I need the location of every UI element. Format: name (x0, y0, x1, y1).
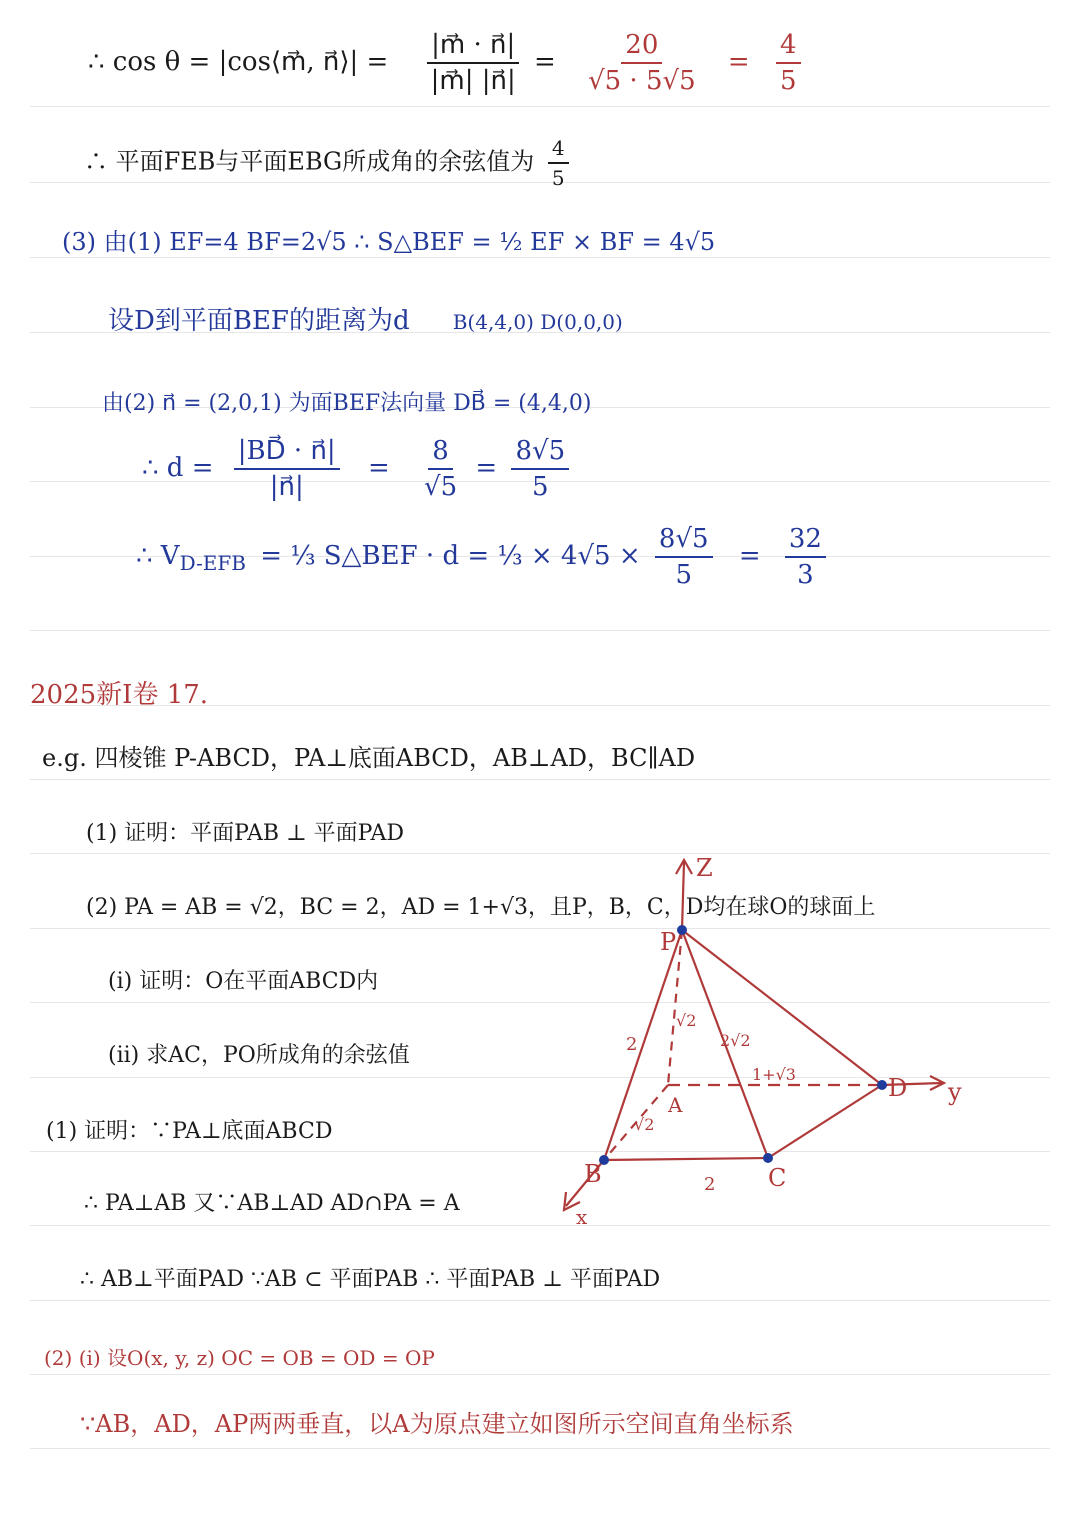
d-result-denominator: 5 (532, 472, 549, 502)
answer-2-coordinate-system: ∵AB，AD，AP两两垂直，以A为原点建立如图所示空间直角坐标系 (80, 1410, 794, 1438)
equals-sign: = (367, 453, 390, 483)
conclusion-text: ∴ 平面FEB与平面EBG所成角的余弦值为 (84, 147, 535, 176)
equals-sign: = (727, 47, 750, 77)
question-1: (1) 证明：平面PAB ⊥ 平面PAD (86, 821, 404, 846)
vertex-C (763, 1153, 773, 1163)
v-subscript: D-EFB (179, 551, 246, 576)
label-P: P (660, 928, 677, 956)
d-numerator: |BD⃗ · n⃗| (234, 436, 340, 470)
equals-sign: = (475, 453, 498, 483)
label-edge-AD: 1+√3 (752, 1065, 796, 1084)
answer-1-step-3: ∴ AB⊥平面PAD ∵AB ⊂ 平面PAB ∴ 平面PAB ⊥ 平面PAD (80, 1267, 661, 1292)
d-lhs: ∴ d = (142, 453, 214, 483)
equals-sign: = (738, 541, 761, 571)
z-axis (682, 862, 684, 930)
label-x-axis: x (576, 1205, 588, 1229)
d-result-numerator: 8√5 (511, 436, 569, 470)
label-edge-PA: √2 (676, 1011, 697, 1030)
label-y-axis: y (948, 1078, 962, 1106)
v-result-numerator: 32 (785, 524, 826, 558)
problem-statement: e.g. 四棱锥 P-ABCD，PA⊥底面ABCD，AB⊥AD，BC∥AD (42, 744, 696, 772)
label-z-axis: Z (696, 854, 713, 882)
conclusion-numerator: 4 (548, 136, 569, 164)
question-2-ii: (ii) 求AC，PO所成角的余弦值 (108, 1043, 410, 1068)
cos-denominator: |m⃗| |n⃗| (430, 66, 516, 96)
label-edge-AB: √2 (634, 1115, 655, 1134)
d-denominator-2: √5 (424, 472, 458, 502)
label-edge-BC: 2 (704, 1174, 716, 1195)
set-d-text: 设D到平面BEF的距离为d (108, 306, 410, 336)
conclusion-denominator: 5 (551, 166, 565, 190)
cos-lhs: ∴ cos θ = |cos⟨m⃗, n⃗⟩| = (88, 47, 389, 77)
answer-1: (1) 证明：∵PA⊥底面ABCD (46, 1119, 333, 1144)
v-numerator: 8√5 (655, 524, 713, 558)
d-numerator-2: 8 (428, 436, 453, 470)
answer-1-step-2: ∴ PA⊥AB 又∵AB⊥AD AD∩PA = A (84, 1191, 460, 1216)
cos-result-denominator: 5 (779, 66, 797, 96)
edge-BC (604, 1158, 768, 1160)
answer-2: (2) (i) 设O(x, y, z) OC = OB = OD = OP (44, 1346, 435, 1370)
label-B: B (584, 1160, 602, 1188)
label-C: C (768, 1164, 787, 1192)
question-2-i: (i) 证明：O在平面ABCD内 (108, 969, 379, 994)
problem-reference: 2025新Ⅰ卷 17. (30, 680, 209, 710)
cos-numerator: |m⃗ · n⃗| (427, 30, 519, 64)
vertex-D (877, 1080, 887, 1090)
cos-denominator-value: √5 · 5√5 (588, 66, 696, 96)
point-coordinates: B(4,4,0) D(0,0,0) (452, 310, 623, 334)
v-lhs: ∴ V (136, 541, 180, 571)
question-2: (2) PA = AB = √2，BC = 2，AD = 1+√3，且P，B，C，D均在球O的球面上 (86, 895, 876, 920)
part3-area: (3) 由(1) EF=4 BF=2√5 ∴ S△BEF = ½ EF × BF = 4√5 (62, 228, 716, 256)
cos-numerator-value: 20 (621, 30, 662, 64)
label-A: A (668, 1093, 683, 1117)
label-edge-PC: 2√2 (720, 1031, 751, 1050)
v-middle: = ⅓ S△BEF · d = ⅓ × 4√5 × (260, 541, 641, 571)
v-denominator: 5 (675, 560, 692, 590)
v-result-denominator: 3 (797, 560, 814, 590)
cos-result-numerator: 4 (776, 30, 801, 64)
normal-vector: 由(2) n⃗ = (2,0,1) 为面BEF法向量 DB⃗ = (4,4,0) (102, 391, 592, 416)
label-D: D (888, 1074, 908, 1102)
equals-sign: = (534, 47, 556, 77)
label-edge-PB: 2 (626, 1034, 638, 1055)
vertex-P (677, 925, 687, 935)
d-denominator: |n⃗| (269, 472, 304, 502)
edge-CD (768, 1085, 882, 1158)
